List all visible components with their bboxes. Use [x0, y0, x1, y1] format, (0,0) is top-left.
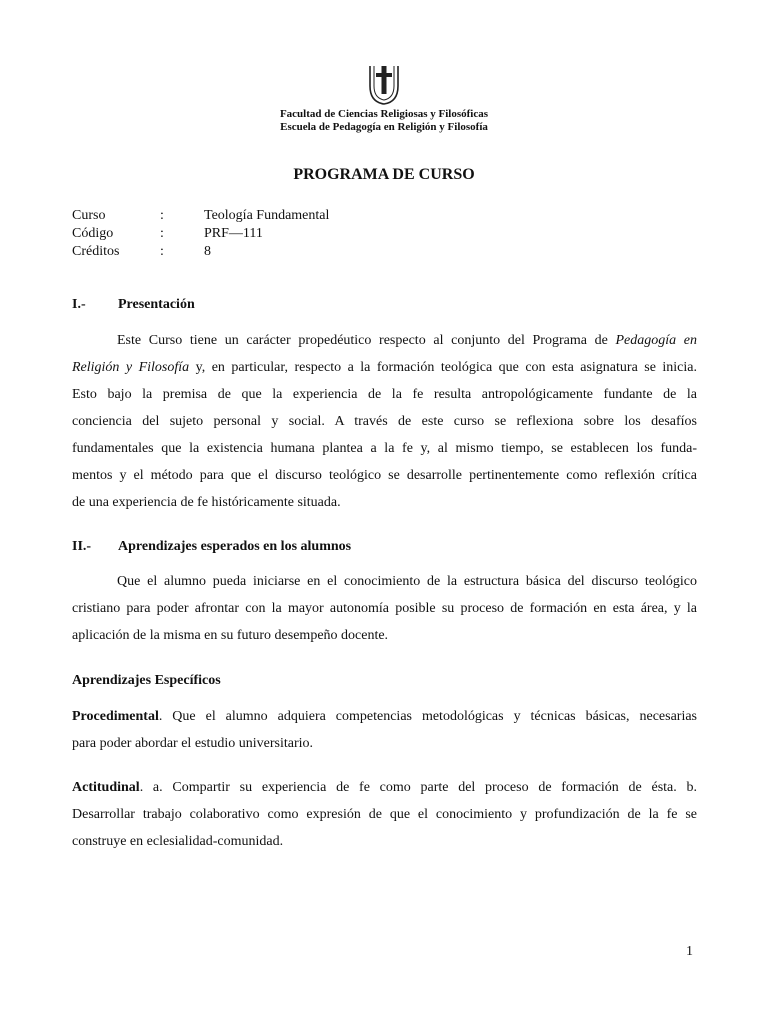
text-run: . Que el alumno adquiera competencias metodológicas y técnicas básicas, necesarias	[158, 709, 697, 724]
italic-text: Pedagogía en	[615, 333, 698, 348]
presentation-paragraph	[72, 327, 697, 516]
text-run: y, en particular, respecto a la formación teológica que con esta asignatura se inicia.	[189, 360, 697, 375]
procedimental-paragraph	[72, 703, 697, 757]
subsection-heading: Aprendizajes Específicos	[72, 673, 221, 688]
course-info-label: Curso	[72, 208, 106, 223]
actitudinal-paragraph	[72, 774, 697, 855]
document-title: PROGRAMA DE CURSO	[293, 166, 475, 183]
section-title: Aprendizajes esperados en los alumnos	[118, 539, 352, 554]
paragraph-line: para poder abordar el estudio universitario.	[72, 736, 314, 751]
course-info-value: 8	[204, 244, 211, 259]
procedimental-label: Procedimental	[72, 709, 159, 724]
course-info-value: PRF—111	[204, 226, 263, 241]
course-info-label: Código	[72, 226, 114, 241]
actitudinal-label: Actitudinal	[72, 780, 140, 795]
paragraph-line: mentos y el método para que el discurso teológico se desarrolle pertinentemente como reflexión crítica	[72, 468, 697, 483]
text-run: . a. Compartir su experiencia de fe como parte del proceso de formación de ésta. b.	[139, 780, 697, 795]
section-heading	[72, 297, 195, 313]
section-title: Presentación	[118, 297, 195, 312]
paragraph-line: Desarrollar trabajo colaborativo como expresión de que el conocimiento y profundización de la fe se	[72, 807, 697, 822]
course-info-separator: :	[160, 244, 164, 259]
paragraph-line	[72, 354, 697, 381]
course-info-value: Teología Fundamental	[204, 208, 330, 223]
text-run: Este Curso tiene un carácter propedéutico respecto al conjunto del Programa de	[117, 333, 616, 348]
section-number: I.-	[72, 297, 86, 312]
paragraph-line: cristiano para poder afrontar con la mayor autonomía posible su proceso de formación en esta área, y la	[72, 601, 697, 616]
faculty-name: Facultad de Ciencias Religiosas y Filosóficas	[279, 108, 489, 120]
paragraph-line	[72, 327, 697, 354]
paragraph-line: aplicación de la misma en su futuro desempeño docente.	[72, 628, 389, 643]
learning-outcomes-paragraph	[72, 568, 697, 649]
paragraph-line: de una experiencia de fe históricamente situada.	[72, 495, 341, 510]
university-logo	[362, 62, 406, 106]
course-info-separator: :	[160, 208, 164, 223]
paragraph-line: conciencia del sujeto personal y social. A través de este curso se reflexiona sobre los desafíos	[72, 414, 697, 429]
paragraph-line: Esto bajo la premisa de que la experiencia de la fe resulta antropológicamente fundante de la	[72, 387, 697, 402]
section-number: II.-	[72, 539, 92, 554]
paragraph-line	[72, 774, 697, 801]
italic-text: Religión y Filosofía	[72, 360, 190, 375]
paragraph-line: fundamentales que la existencia humana plantea a la fe y, al mismo tiempo, se establecen los funda-	[72, 441, 697, 456]
section-heading	[72, 539, 351, 555]
course-info-separator: :	[160, 226, 164, 241]
school-name: Escuela de Pedagogía en Religión y Filosofía	[280, 121, 488, 133]
paragraph-line: Que el alumno pueda iniciarse en el conocimiento de la estructura básica del discurso teológico	[117, 574, 697, 589]
paragraph-line: construye en eclesialidad-comunidad.	[72, 834, 284, 849]
paragraph-line	[72, 703, 697, 730]
course-info-label: Créditos	[72, 244, 120, 259]
page-number: 1	[686, 944, 693, 959]
